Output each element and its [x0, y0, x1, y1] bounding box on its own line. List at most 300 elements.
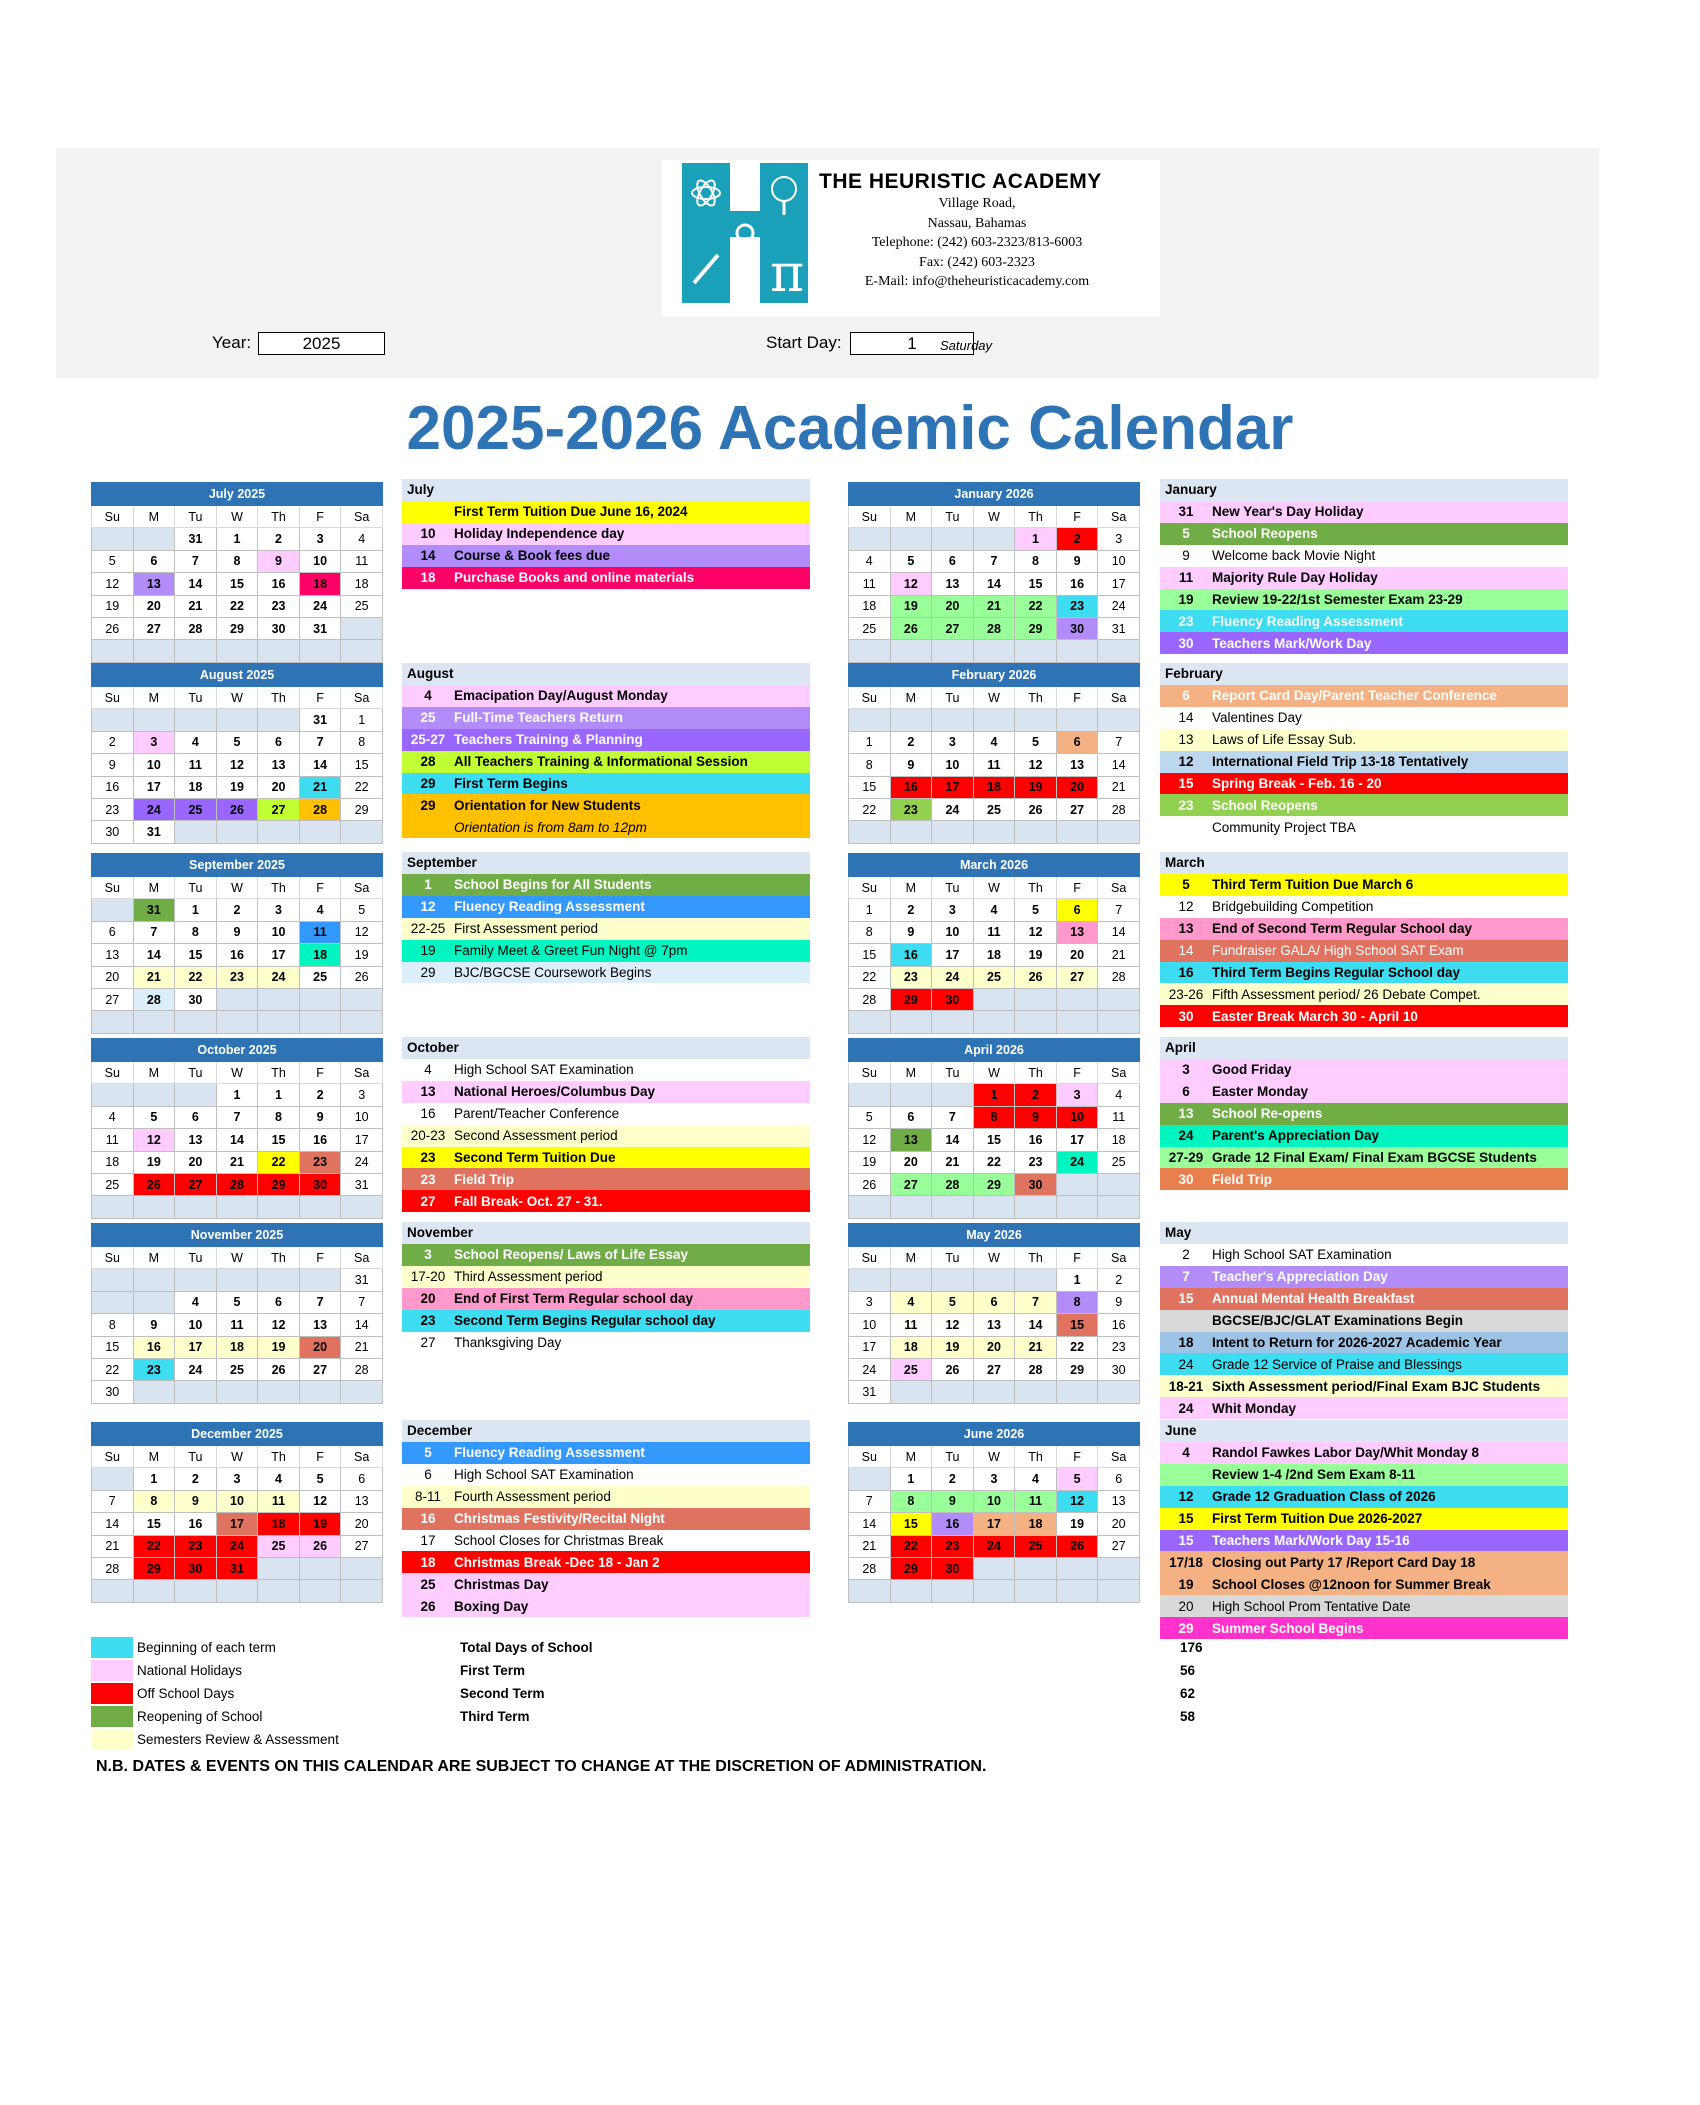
day-cell: 5: [1056, 1468, 1098, 1490]
event-month-header: August: [402, 663, 810, 685]
day-cell: 21: [1015, 1336, 1057, 1358]
event-row: [402, 773, 810, 795]
day-cell: 25: [1015, 1535, 1057, 1557]
day-cell: [849, 1196, 891, 1218]
weekday-header: Tu: [932, 1247, 974, 1269]
day-cell: 8: [175, 921, 217, 943]
event-date: 23: [420, 1171, 436, 1187]
day-cell: 9: [932, 1490, 974, 1512]
day-cell: 14: [175, 573, 217, 595]
event-date: 19: [1178, 592, 1194, 607]
event-date: 25: [420, 710, 436, 726]
event-row: [1160, 1353, 1568, 1375]
event-date: 6: [1182, 1084, 1190, 1100]
day-cell: 12: [216, 754, 258, 776]
day-cell: [92, 899, 134, 921]
weekday-header: Su: [92, 877, 134, 899]
day-cell: 18: [175, 776, 217, 798]
day-cell: 17: [1056, 1129, 1098, 1151]
academy-logo-icon: [682, 163, 808, 313]
event-list: [402, 1222, 810, 1353]
day-cell: 18: [1015, 1513, 1057, 1535]
event-row: [1160, 1168, 1568, 1190]
day-cell: 22: [1015, 595, 1057, 617]
event-date: 25: [420, 1576, 436, 1592]
event-row: [402, 685, 810, 707]
day-cell: 31: [341, 1173, 383, 1195]
event-row: [1160, 1573, 1568, 1595]
event-date: 27-29: [1168, 1150, 1204, 1165]
day-cell: 21: [849, 1535, 891, 1557]
day-cell: 30: [92, 821, 134, 843]
weekday-header: F: [1056, 1446, 1098, 1468]
day-cell: 21: [216, 1151, 258, 1173]
event-date: 16: [420, 1511, 436, 1527]
day-cell: [175, 709, 217, 731]
event-row: [1160, 816, 1568, 838]
day-cell: 15: [216, 573, 258, 595]
month-title: December 2025: [92, 1423, 383, 1446]
day-cell: 16: [258, 573, 300, 595]
day-cell: 13: [890, 1129, 932, 1151]
day-cell: 26: [299, 1535, 341, 1557]
day-cell: 24: [1056, 1151, 1098, 1173]
event-text: School Begins for All Students: [454, 877, 652, 893]
day-cell: [973, 1557, 1015, 1579]
weekday-header: Th: [258, 1062, 300, 1084]
day-cell: 21: [932, 1151, 974, 1173]
event-row: [402, 1168, 810, 1190]
day-cell: 21: [973, 595, 1015, 617]
event-row: [402, 874, 810, 896]
day-cell: 22: [92, 1358, 134, 1380]
month-title: August 2025: [92, 664, 383, 687]
day-cell: [890, 640, 932, 662]
day-cell: [1015, 709, 1057, 731]
day-cell: 5: [932, 1291, 974, 1313]
year-input[interactable]: 2025: [258, 332, 385, 355]
event-list: [1160, 1420, 1568, 1639]
day-cell: [258, 1557, 300, 1579]
total-label: Second Term: [460, 1686, 545, 1701]
event-text: Majority Rule Day Holiday: [1212, 570, 1378, 586]
day-cell: 26: [1015, 798, 1057, 820]
event-date: 16: [1178, 965, 1194, 980]
weekday-header: F: [299, 1062, 341, 1084]
event-date: 3: [1182, 1062, 1190, 1078]
event-date: 17-20: [410, 1269, 446, 1285]
day-cell: 12: [890, 573, 932, 595]
day-cell: 23: [216, 966, 258, 988]
event-text: Christmas Festivity/Recital Night: [454, 1511, 665, 1527]
day-cell: 23: [890, 966, 932, 988]
day-cell: [216, 988, 258, 1010]
event-month-header: September: [402, 852, 810, 874]
day-cell: [1015, 1196, 1057, 1218]
day-cell: [932, 640, 974, 662]
weekday-header: M: [890, 877, 932, 899]
event-date: 19: [420, 943, 436, 959]
event-row: [1160, 1617, 1568, 1639]
day-cell: [932, 1196, 974, 1218]
day-cell: 1: [973, 1084, 1015, 1106]
day-cell: 10: [258, 921, 300, 943]
event-text: Review 19-22/1st Semester Exam 23-29: [1212, 592, 1463, 607]
day-cell: 24: [299, 595, 341, 617]
day-cell: 3: [341, 1084, 383, 1106]
day-cell: [133, 1011, 175, 1033]
day-cell: 19: [92, 595, 134, 617]
day-cell: 31: [175, 528, 217, 550]
day-cell: 1: [216, 1084, 258, 1106]
day-cell: [1098, 1557, 1140, 1579]
weekday-header: W: [973, 1062, 1015, 1084]
weekday-header: Sa: [1098, 877, 1140, 899]
event-row: [402, 1464, 810, 1486]
day-cell: [341, 1580, 383, 1602]
day-cell: 5: [92, 550, 134, 572]
day-cell: 4: [1015, 1468, 1057, 1490]
day-cell: 27: [341, 1535, 383, 1557]
day-cell: 21: [133, 966, 175, 988]
month-title: September 2025: [92, 854, 383, 877]
day-cell: 15: [849, 944, 891, 966]
day-cell: [341, 988, 383, 1010]
event-date: 13: [420, 1084, 436, 1100]
event-date: 12: [1178, 899, 1194, 915]
start-day-input[interactable]: 1: [850, 332, 974, 355]
event-row: [1160, 1508, 1568, 1530]
day-cell: 2: [932, 1468, 974, 1490]
day-cell: 2: [890, 899, 932, 921]
day-cell: 9: [890, 921, 932, 943]
day-cell: 14: [133, 944, 175, 966]
weekday-header: W: [973, 877, 1015, 899]
day-cell: 16: [175, 1513, 217, 1535]
weekday-header: F: [299, 877, 341, 899]
event-text: First Term Tuition Due June 16, 2024: [454, 504, 688, 520]
event-row: [1160, 1442, 1568, 1464]
event-text: Report Card Day/Parent Teacher Conference: [1212, 688, 1497, 704]
event-text: Fluency Reading Assessment: [454, 899, 645, 915]
event-date: 13: [1178, 732, 1194, 748]
event-date: 28: [420, 754, 436, 770]
event-date: 4: [424, 1062, 432, 1078]
day-cell: [175, 1011, 217, 1033]
day-cell: 19: [1015, 944, 1057, 966]
day-cell: 28: [216, 1173, 258, 1195]
day-cell: 28: [175, 617, 217, 639]
event-date: 12: [420, 899, 436, 915]
day-cell: 3: [932, 731, 974, 753]
event-date: 20: [1178, 1598, 1194, 1614]
day-cell: 5: [1015, 899, 1057, 921]
day-cell: 13: [973, 1314, 1015, 1336]
month-title: May 2026: [849, 1224, 1140, 1247]
event-text: Valentines Day: [1212, 710, 1302, 726]
day-cell: 7: [1098, 731, 1140, 753]
event-row: [1160, 918, 1568, 940]
weekday-header: Tu: [175, 506, 217, 528]
weekday-header: W: [216, 1062, 258, 1084]
weekday-header: W: [973, 687, 1015, 709]
day-cell: 14: [299, 754, 341, 776]
day-cell: [258, 640, 300, 662]
day-cell: [341, 617, 383, 639]
event-date: 31: [1178, 504, 1194, 520]
day-cell: 11: [299, 921, 341, 943]
day-cell: 19: [890, 595, 932, 617]
weekday-header: Sa: [1098, 506, 1140, 528]
event-date: 4: [1182, 1445, 1190, 1461]
day-cell: [1098, 988, 1140, 1010]
day-cell: 1: [849, 731, 891, 753]
event-date: 24: [1178, 1400, 1194, 1416]
day-cell: [973, 1196, 1015, 1218]
day-cell: 31: [849, 1381, 891, 1403]
day-cell: 18: [299, 944, 341, 966]
event-text: Community Project TBA: [1212, 819, 1356, 835]
event-date: 23: [1178, 797, 1194, 813]
day-cell: 4: [92, 1106, 134, 1128]
day-cell: 9: [216, 921, 258, 943]
event-text: Laws of Life Essay Sub.: [1212, 732, 1357, 748]
weekday-header: Tu: [932, 1446, 974, 1468]
day-cell: 11: [258, 1490, 300, 1512]
school-name: THE HEURISTIC ACADEMY: [819, 170, 1102, 193]
day-cell: 11: [973, 754, 1015, 776]
event-month-header: June: [1160, 1420, 1568, 1442]
event-row: [1160, 1551, 1568, 1573]
event-list: [1160, 852, 1568, 1027]
day-cell: 27: [133, 617, 175, 639]
weekday-header: Tu: [932, 687, 974, 709]
day-cell: 28: [1098, 966, 1140, 988]
day-cell: [133, 1291, 175, 1313]
weekday-header: Th: [258, 1247, 300, 1269]
day-cell: 2: [890, 731, 932, 753]
day-cell: [1056, 1196, 1098, 1218]
event-text: Closing out Party 17 /Report Card Day 18: [1212, 1554, 1476, 1570]
day-cell: 4: [299, 899, 341, 921]
month-title: July 2025: [92, 483, 383, 506]
day-cell: 9: [890, 754, 932, 776]
weekday-header: M: [133, 1247, 175, 1269]
day-cell: 26: [1056, 1535, 1098, 1557]
weekday-header: Sa: [341, 877, 383, 899]
event-text: Christmas Day: [454, 1576, 549, 1592]
event-month-header: December: [402, 1420, 810, 1442]
day-cell: 16: [890, 776, 932, 798]
day-cell: [341, 1196, 383, 1218]
day-cell: [299, 640, 341, 662]
weekday-header: W: [216, 506, 258, 528]
day-cell: 15: [1015, 573, 1057, 595]
day-cell: [175, 821, 217, 843]
day-cell: 23: [175, 1535, 217, 1557]
event-row: [1160, 1375, 1568, 1397]
day-cell: 20: [92, 966, 134, 988]
day-cell: 13: [258, 754, 300, 776]
day-cell: 6: [92, 921, 134, 943]
day-cell: 23: [1056, 595, 1098, 617]
day-cell: 30: [175, 988, 217, 1010]
event-row: [1160, 773, 1568, 795]
day-cell: 6: [258, 1291, 300, 1313]
day-cell: 24: [133, 798, 175, 820]
day-cell: [299, 1196, 341, 1218]
event-row: [402, 707, 810, 729]
event-text: Course & Book fees due: [454, 548, 611, 564]
day-cell: 27: [973, 1358, 1015, 1380]
day-cell: [216, 1580, 258, 1602]
event-row: [1160, 729, 1568, 751]
day-cell: 3: [1098, 528, 1140, 550]
page-title: 2025-2026 Academic Calendar: [406, 394, 1294, 463]
day-cell: 22: [216, 595, 258, 617]
event-date: 3: [424, 1247, 432, 1263]
weekday-header: Su: [849, 1247, 891, 1269]
day-cell: 24: [175, 1358, 217, 1380]
weekday-header: F: [299, 1446, 341, 1468]
day-cell: 2: [258, 528, 300, 550]
day-cell: 23: [1098, 1336, 1140, 1358]
event-row: [1160, 589, 1568, 611]
event-date: 14: [1178, 943, 1194, 959]
day-cell: [1098, 821, 1140, 843]
day-cell: 23: [133, 1358, 175, 1380]
day-cell: 11: [890, 1314, 932, 1336]
day-cell: 8: [258, 1106, 300, 1128]
event-text: Third Term Begins Regular School day: [1212, 965, 1461, 980]
month-calendar: [848, 1422, 1140, 1603]
event-row: [1160, 1464, 1568, 1486]
event-list: [402, 852, 810, 983]
day-cell: 20: [1098, 1513, 1140, 1535]
event-date: 12: [1178, 1489, 1194, 1505]
day-cell: [1056, 821, 1098, 843]
day-cell: 10: [133, 754, 175, 776]
day-cell: [890, 1011, 932, 1033]
day-cell: [849, 1580, 891, 1602]
event-row: [1160, 567, 1568, 589]
event-date: 23: [420, 1313, 436, 1329]
day-cell: [1056, 1580, 1098, 1602]
legend-swatch: [91, 1660, 133, 1681]
day-cell: 5: [216, 731, 258, 753]
month-calendar: [848, 853, 1140, 1034]
day-cell: 22: [849, 798, 891, 820]
event-date: 23: [1178, 613, 1194, 629]
day-cell: 3: [258, 899, 300, 921]
event-month-header: October: [402, 1037, 810, 1059]
weekday-header: F: [1056, 877, 1098, 899]
event-month-header: February: [1160, 663, 1568, 685]
event-text: Orientation for New Students: [454, 797, 641, 813]
event-text: Grade 12 Service of Praise and Blessings: [1212, 1356, 1462, 1372]
event-text: Annual Mental Health Breakfast: [1212, 1291, 1415, 1307]
weekday-header: W: [216, 687, 258, 709]
day-cell: 26: [890, 617, 932, 639]
day-cell: [216, 821, 258, 843]
day-cell: 8: [1056, 1291, 1098, 1313]
event-text: Fourth Assessment period: [454, 1489, 611, 1505]
event-row: [402, 729, 810, 751]
day-cell: 25: [92, 1173, 134, 1195]
day-cell: 7: [973, 550, 1015, 572]
weekday-header: Tu: [932, 877, 974, 899]
weekday-header: M: [890, 1062, 932, 1084]
day-cell: 19: [932, 1336, 974, 1358]
event-row: [1160, 1530, 1568, 1552]
weekday-header: Th: [1015, 1247, 1057, 1269]
event-row: [1160, 1244, 1568, 1266]
day-cell: [299, 1011, 341, 1033]
day-cell: [973, 709, 1015, 731]
day-cell: 13: [299, 1314, 341, 1336]
day-cell: 17: [258, 944, 300, 966]
day-cell: [849, 528, 891, 550]
event-row: [1160, 1005, 1568, 1027]
disclaimer-note: N.B. DATES & EVENTS ON THIS CALENDAR ARE SUBJECT TO CHANGE AT THE DISCRETION OF ADMINISTRATION.: [96, 1758, 987, 1775]
day-cell: 28: [341, 1358, 383, 1380]
day-cell: [1015, 821, 1057, 843]
event-text: Sixth Assessment period/Final Exam BJC Students: [1212, 1378, 1541, 1394]
weekday-header: Su: [849, 1446, 891, 1468]
day-cell: [175, 1269, 217, 1291]
day-cell: [258, 1196, 300, 1218]
day-cell: 31: [133, 821, 175, 843]
event-row: [1160, 1266, 1568, 1288]
day-cell: [1015, 1381, 1057, 1403]
day-cell: 21: [299, 776, 341, 798]
day-cell: 15: [341, 754, 383, 776]
legend-label: Off School Days: [137, 1686, 235, 1701]
event-text: Field Trip: [454, 1171, 515, 1187]
day-cell: 4: [175, 731, 217, 753]
event-row: [402, 567, 810, 589]
day-cell: 10: [175, 1314, 217, 1336]
day-cell: 13: [175, 1129, 217, 1151]
day-cell: 17: [1098, 573, 1140, 595]
day-cell: 26: [92, 617, 134, 639]
event-text: Third Assessment period: [454, 1269, 603, 1285]
month-title: April 2026: [849, 1039, 1140, 1062]
day-cell: 23: [890, 798, 932, 820]
day-cell: 3: [973, 1468, 1015, 1490]
day-cell: 23: [258, 595, 300, 617]
event-row: [402, 940, 810, 962]
day-cell: [175, 1196, 217, 1218]
event-row: [1160, 1595, 1568, 1617]
event-text: Emacipation Day/August Monday: [454, 688, 668, 704]
day-cell: 28: [92, 1557, 134, 1579]
weekday-header: Tu: [175, 687, 217, 709]
event-list: [1160, 479, 1568, 654]
day-cell: 20: [341, 1513, 383, 1535]
weekday-header: Th: [258, 1446, 300, 1468]
day-cell: 17: [849, 1336, 891, 1358]
day-cell: 20: [258, 776, 300, 798]
day-cell: 30: [1056, 617, 1098, 639]
day-cell: 15: [849, 776, 891, 798]
event-date: 20: [420, 1291, 436, 1307]
day-cell: [973, 528, 1015, 550]
day-cell: [92, 640, 134, 662]
event-text: High School SAT Examination: [454, 1467, 634, 1483]
month-title: February 2026: [849, 664, 1140, 687]
day-cell: 28: [133, 988, 175, 1010]
